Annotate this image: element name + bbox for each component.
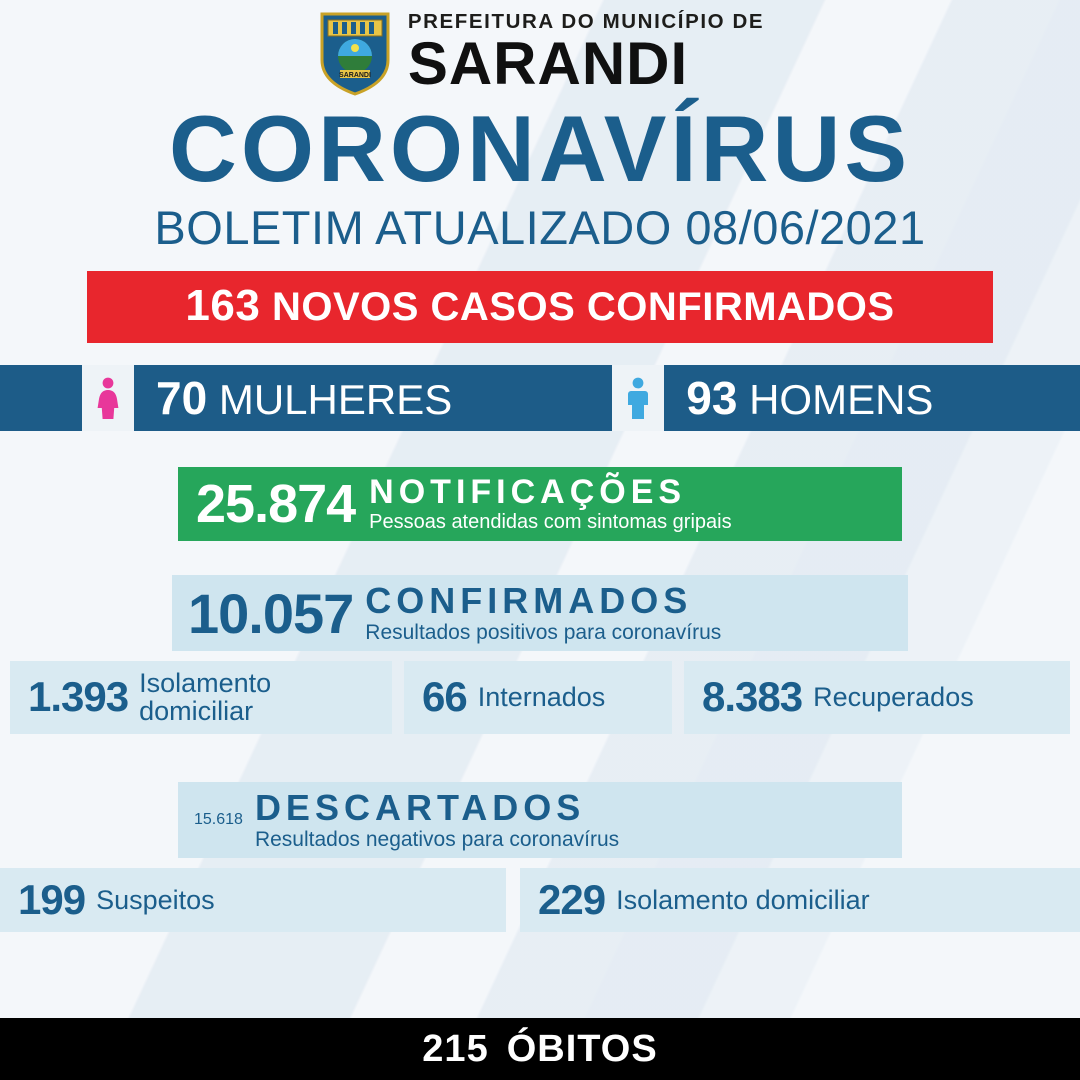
- men-label: HOMENS: [749, 376, 934, 423]
- list-item: [520, 868, 1080, 932]
- suspects-label: Suspeitos: [96, 884, 215, 915]
- deaths-label: ÓBITOS: [506, 1027, 658, 1070]
- discarded-breakdown: [0, 868, 1080, 932]
- notifications-strip: [178, 467, 902, 541]
- new-cases-label: NOVOS CASOS CONFIRMADOS: [271, 285, 895, 329]
- gender-men-text: [686, 371, 933, 425]
- confirmed-number: 10.057: [188, 581, 354, 645]
- gender-women-text: [156, 371, 452, 425]
- list-item: [684, 661, 1070, 734]
- gender-women: [82, 365, 452, 431]
- deaths-bar: [0, 1018, 1080, 1080]
- home-isolation-label: Isolamento domiciliar: [616, 884, 870, 915]
- notifications-text: [369, 472, 732, 534]
- isolation-number: 1.393: [28, 673, 129, 721]
- notifications-title: NOTIFICAÇÕES: [369, 472, 687, 511]
- female-icon: [82, 365, 134, 431]
- svg-text:SARANDI: SARANDI: [338, 72, 371, 79]
- recovered-label: Recuperados: [813, 682, 974, 713]
- list-item: [10, 661, 392, 734]
- confirmed-text: [365, 582, 721, 644]
- page-title: CORONAVÍRUS: [168, 96, 912, 201]
- recovered-number: 8.383: [702, 673, 803, 721]
- page-subtitle: BOLETIM ATUALIZADO 08/06/2021: [154, 201, 926, 254]
- header: [0, 0, 1080, 96]
- women-number: 70: [156, 372, 208, 424]
- isolation-label: Isolamento domiciliar: [139, 668, 272, 727]
- deaths-number: 215: [422, 1027, 489, 1070]
- notifications-subtitle: Pessoas atendidas com sintomas gripais: [369, 511, 732, 534]
- discarded-title: DESCARTADOS: [254, 786, 586, 828]
- prefeitura-line: PREFEITURA DO MUNICÍPIO DE: [407, 10, 765, 34]
- discarded-number: 15.618: [194, 810, 243, 828]
- discarded-strip: [178, 782, 902, 858]
- coat-of-arms-icon: [316, 8, 394, 96]
- list-item: [404, 661, 672, 734]
- new-cases-banner: [87, 271, 993, 343]
- header-text: [407, 10, 765, 97]
- discarded-text: [254, 786, 620, 851]
- confirmed-breakdown: [0, 661, 1080, 734]
- men-number: 93: [686, 372, 738, 424]
- confirmed-subtitle: Resultados positivos para coronavírus: [365, 620, 722, 644]
- notifications-number: 25.874: [196, 474, 356, 534]
- confirmed-strip: [172, 575, 908, 651]
- home-isolation-number: 229: [538, 875, 606, 923]
- hospitalized-number: 66: [422, 673, 467, 721]
- gender-men: [612, 365, 933, 431]
- discarded-subtitle: Resultados negativos para coronavírus: [254, 827, 620, 851]
- suspects-number: 199: [18, 875, 86, 923]
- confirmed-title: CONFIRMADOS: [365, 580, 693, 622]
- male-icon: [612, 365, 664, 431]
- gender-bar: [0, 365, 1080, 431]
- hospitalized-label: Internados: [477, 682, 606, 713]
- new-cases-number: 163: [185, 281, 261, 330]
- title-block: [0, 96, 1080, 254]
- women-label: MULHERES: [218, 376, 453, 423]
- list-item: [0, 868, 506, 932]
- city-name: SARANDI: [407, 29, 689, 97]
